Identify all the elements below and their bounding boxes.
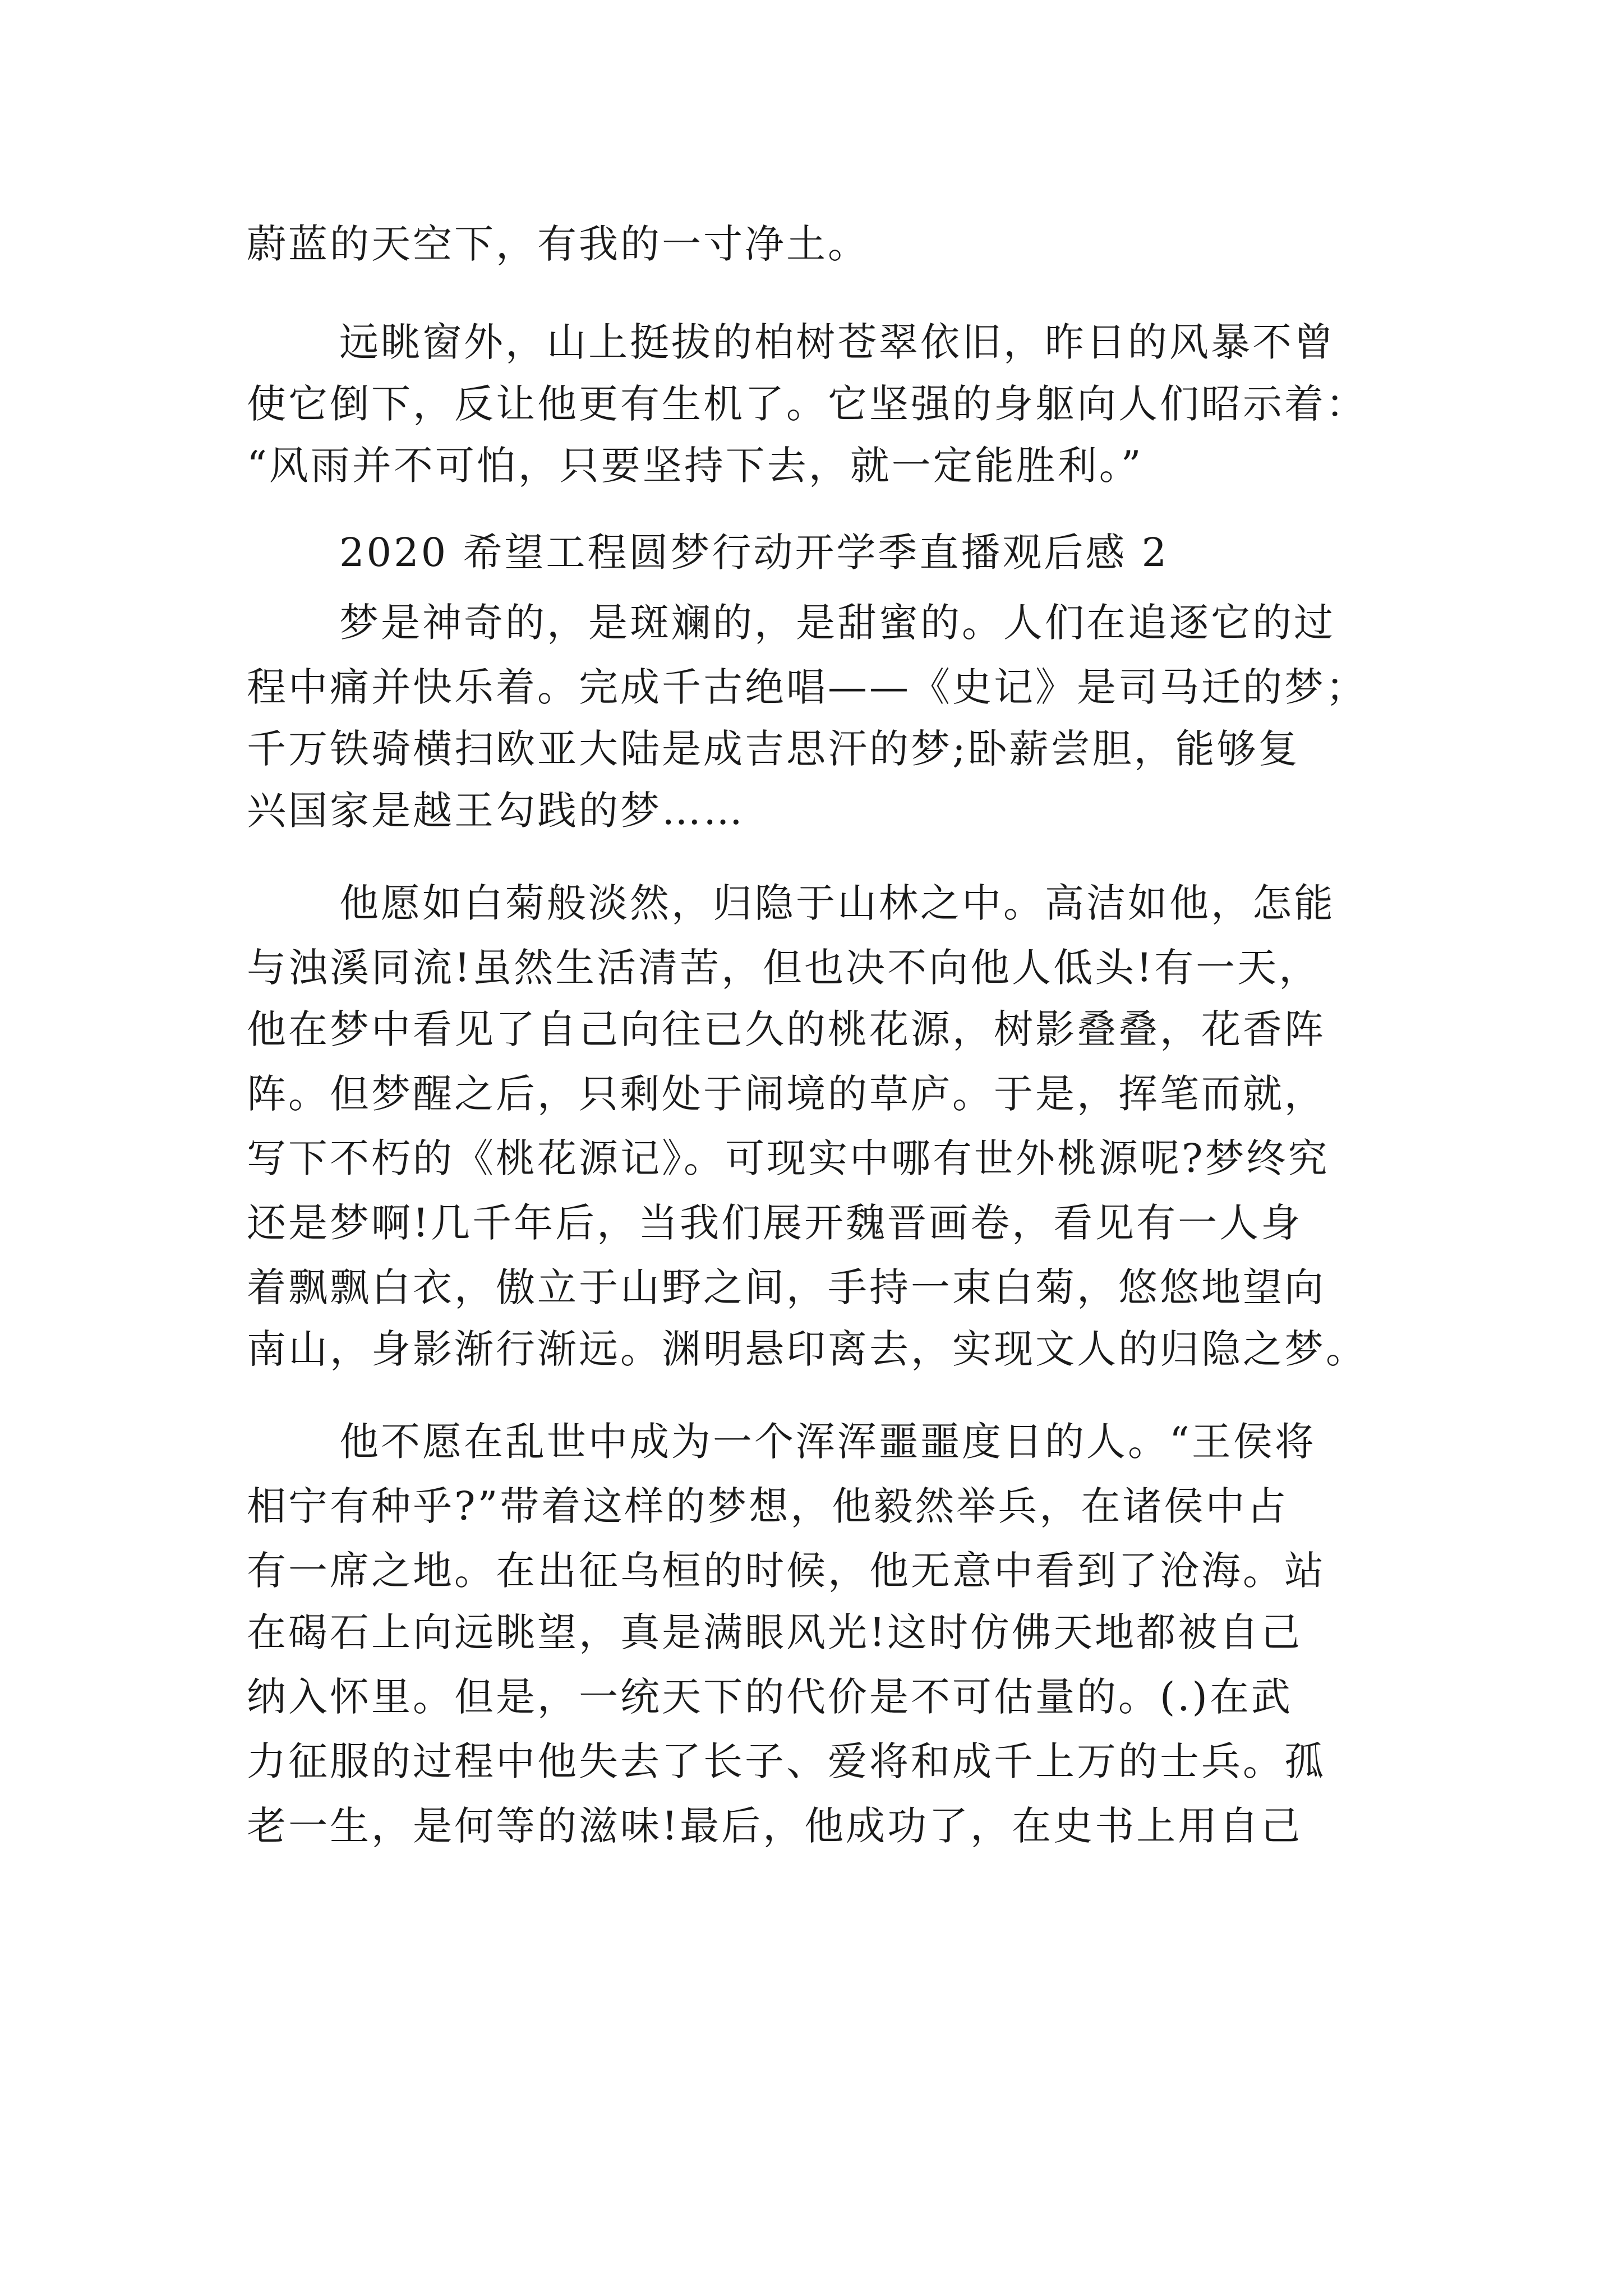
- text-line: 他在梦中看见了自己向往已久的桃花源，树影叠叠，花香阵: [247, 1006, 1326, 1052]
- paragraph-first-line: 梦是神奇的，是斑斓的，是甜蜜的。人们在追逐它的过: [339, 600, 1335, 646]
- text-line: 还是梦啊!几千年后，当我们展开魏晋画卷，看见有一人身: [247, 1200, 1303, 1246]
- text-line: 着飘飘白衣，傲立于山野之间，手持一束白菊，悠悠地望向: [247, 1264, 1326, 1310]
- text-line: 千万铁骑横扫欧亚大陆是成吉思汗的梦;卧薪尝胆，能够复: [247, 726, 1300, 772]
- text-line: 有一席之地。在出征乌桓的时候，他无意中看到了沧海。站: [247, 1548, 1326, 1594]
- text-line: 力征服的过程中他失去了长子、爱将和成千上万的士兵。孤: [247, 1738, 1326, 1784]
- text-line: 南山，身影渐行渐远。渊明悬印离去，实现文人的归隐之梦。: [247, 1326, 1367, 1372]
- text-line: 兴国家是越王勾践的梦……: [247, 788, 745, 834]
- text-line: 程中痛并快乐着。完成千古绝唱——《史记》是司马迁的梦；: [247, 664, 1367, 710]
- text-line: 相宁有种乎?”带着这样的梦想，他毅然举兵，在诸侯中占: [247, 1483, 1289, 1529]
- text-line: 使它倒下，反让他更有生机了。它坚强的身躯向人们昭示着：: [247, 381, 1367, 427]
- text-line: “风雨并不可怕，只要坚持下去，就一定能胜利。”: [247, 443, 1144, 489]
- paragraph-first-line: 他愿如白菊般淡然，归隐于山林之中。高洁如他，怎能: [339, 880, 1335, 926]
- text-line: 纳入怀里。但是，一统天下的代价是不可估量的。(.)在武: [247, 1674, 1293, 1720]
- paragraph-first-line: 远眺窗外，山上挺拔的柏树苍翠依旧，昨日的风暴不曾: [339, 319, 1335, 365]
- text-line: 阵。但梦醒之后，只剩处于闹境的草庐。于是，挥笔而就，: [247, 1071, 1326, 1117]
- paragraph-first-line: 他不愿在乱世中成为一个浑浑噩噩度日的人。“王侯将: [339, 1419, 1316, 1465]
- section-heading: 2020 希望工程圆梦行动开学季直播观后感 2: [339, 530, 1169, 576]
- text-line: 蔚蓝的天空下，有我的一寸净土。: [247, 221, 869, 267]
- text-line: 写下不朽的《桃花源记》。可现实中哪有世外桃源呢?梦终究: [247, 1135, 1330, 1181]
- text-line: 老一生，是何等的滋味!最后，他成功了，在史书上用自己: [247, 1803, 1303, 1849]
- text-line: 与浊溪同流!虽然生活清苦，但也决不向他人低头!有一天，: [247, 945, 1321, 991]
- text-line: 在碣石上向远眺望，真是满眼风光!这时仿佛天地都被自己: [247, 1609, 1303, 1655]
